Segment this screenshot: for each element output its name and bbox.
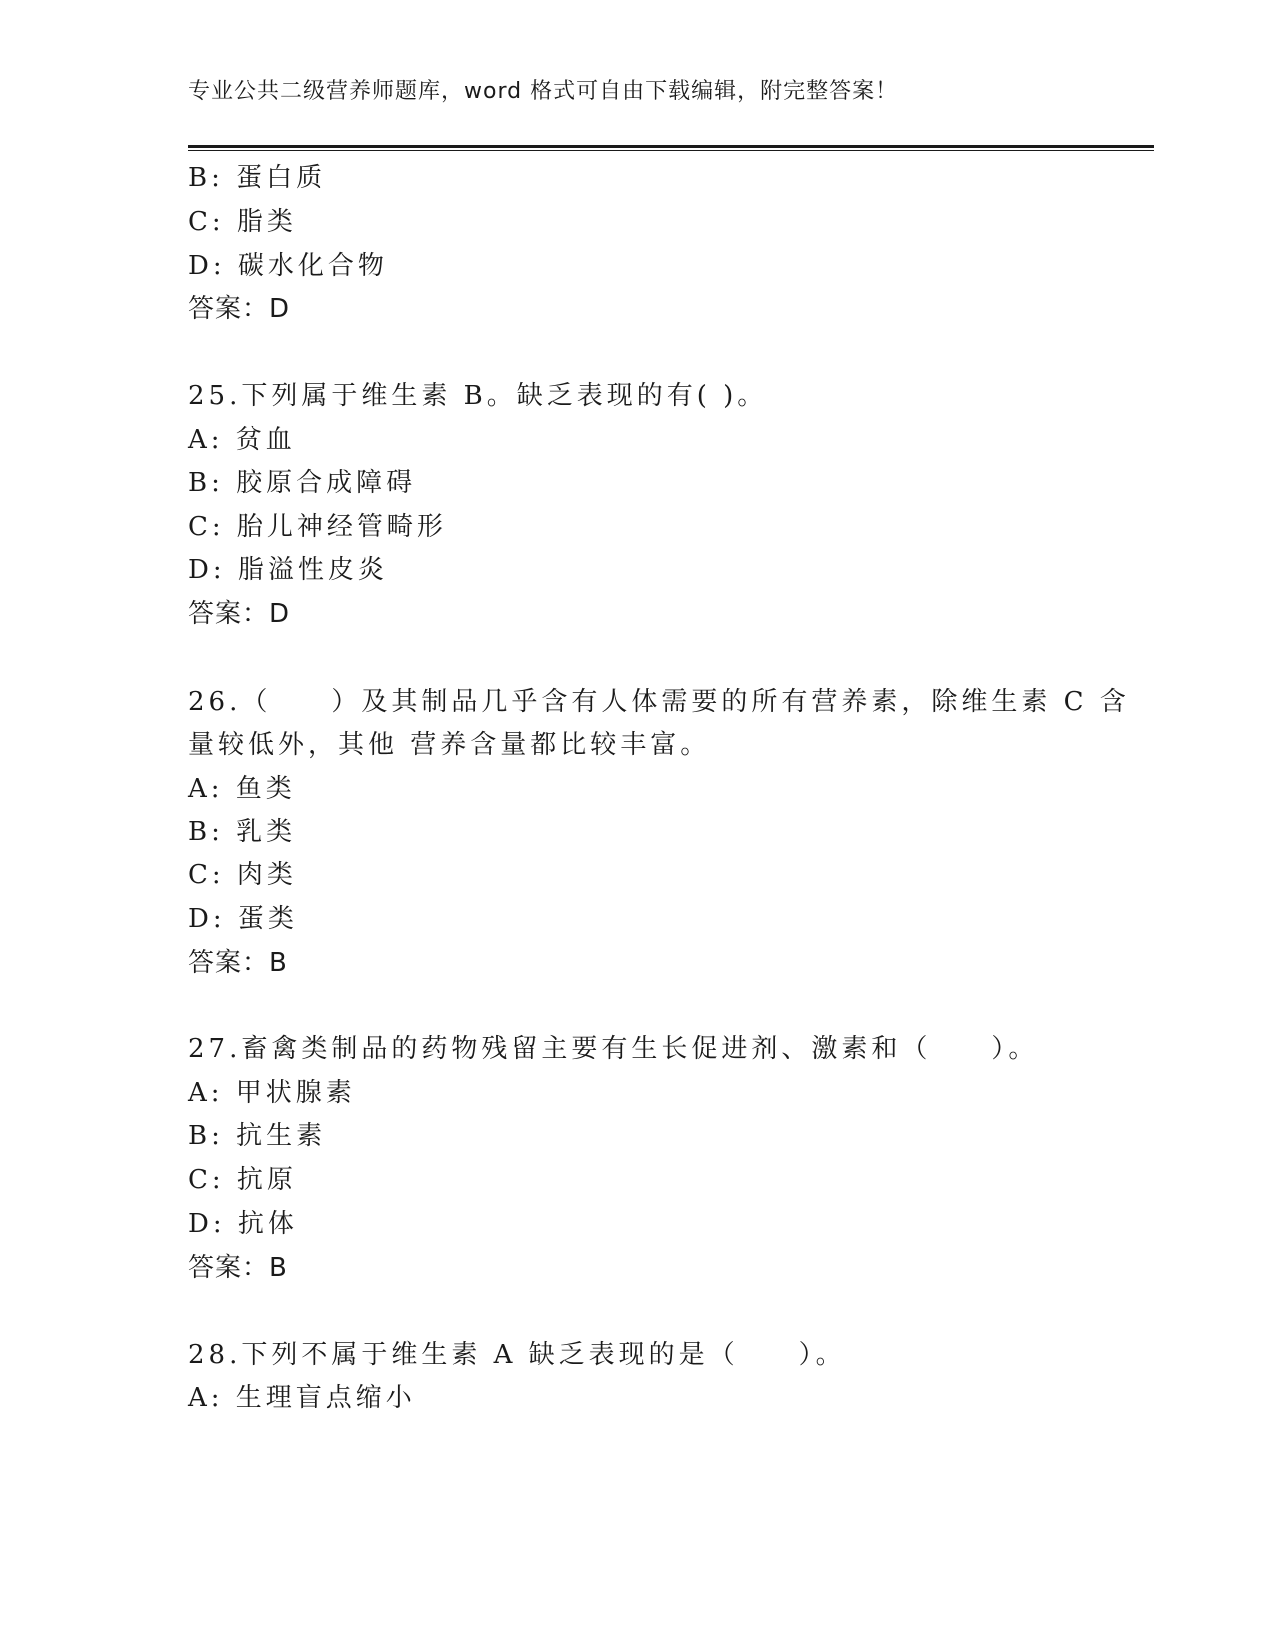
q25-option-a: A: 贫血: [188, 425, 296, 455]
q27-stem: 27.畜禽类制品的药物残留主要有生长促进剂、激素和（ ）。: [188, 1034, 1039, 1064]
q24-option-b: B: 蛋白质: [188, 163, 327, 193]
q27-option-c: C: 抗原: [188, 1165, 297, 1195]
q24-option-c: C: 脂类: [188, 207, 297, 237]
q26-stem-line-2: 量较低外，其他 营养含量都比较丰富。: [188, 730, 711, 760]
q26-option-b: B: 乳类: [188, 817, 297, 847]
q24-option-d: D: 碳水化合物: [188, 251, 388, 281]
q25-option-b: B: 胶原合成障碍: [188, 468, 417, 498]
q27-option-a: A: 甲状腺素: [188, 1078, 356, 1108]
q27-answer: 答案：B: [188, 1253, 288, 1283]
q25-answer: 答案：D: [188, 599, 291, 629]
q25-option-d: D: 脂溢性皮炎: [188, 555, 388, 585]
q26-option-c: C: 肉类: [188, 860, 297, 890]
q26-option-a: A: 鱼类: [188, 774, 296, 804]
q27-option-d: D: 抗体: [188, 1209, 298, 1239]
q26-option-d: D: 蛋类: [188, 904, 298, 934]
q25-stem: 25.下列属于维生素 B。缺乏表现的有( )。: [188, 381, 768, 411]
q26-stem-line-1: 26.（ ）及其制品几乎含有人体需要的所有营养素，除维生素 C 含: [188, 687, 1130, 717]
page-header: 专业公共二级营养师题库，word 格式可自由下载编辑，附完整答案！: [188, 79, 899, 104]
q28-stem: 28.下列不属于维生素 A 缺乏表现的是（ ）。: [188, 1340, 846, 1370]
q28-option-a: A: 生理盲点缩小: [188, 1383, 416, 1413]
header-divider: [188, 145, 1154, 151]
q26-answer: 答案：B: [188, 948, 288, 978]
q27-option-b: B: 抗生素: [188, 1121, 327, 1151]
q24-answer: 答案：D: [188, 294, 291, 324]
q25-option-c: C: 胎儿神经管畸形: [188, 512, 447, 542]
